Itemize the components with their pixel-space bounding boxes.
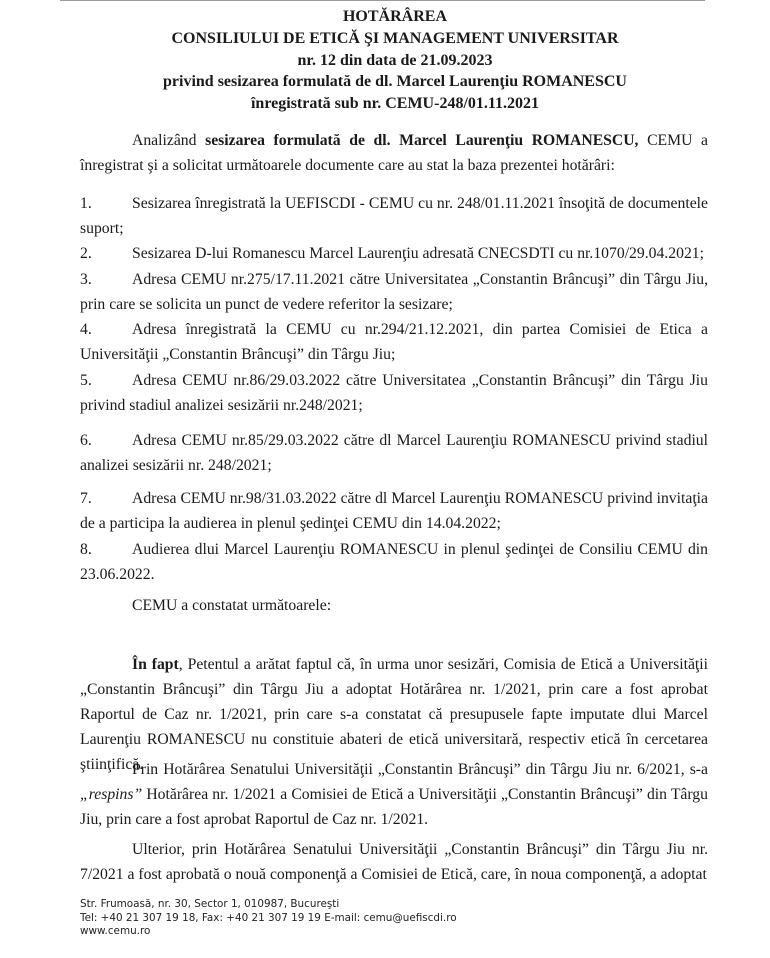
header-council: CONSILIULUI DE ETICĂ ŞI MANAGEMENT UNIVERSITAR — [171, 29, 619, 47]
list-item-text: Adresa CEMU nr.275/17.11.2021 către Universitatea „Constantin Brâncuşi” din Târgu Jiu, prin care se solicita un punct de vedere referitor la sesizare; — [80, 271, 708, 313]
list-item-text: Sesizarea înregistrată la UEFISCDI - CEMU cu nr. 248/01.11.2021 însoţită de documentele suport; — [80, 195, 708, 237]
footer-website: www.cemu.ro — [80, 925, 151, 937]
fapt-bold: În fapt — [132, 656, 179, 673]
list-item-number: 2. — [80, 245, 92, 262]
fapt-text: , Petentul a arătat faptul că, în urma unor sesizări, Comisia de Etică a Universităţii „Constantin Brâncuşi” din Târgu Jiu a adoptat Hotărârea nr. 1/2021, prin care a fost aprobat Raportul de Caz nr. 1/2021, prin care s-a constatat că presupusele fapte imputate dlui Marcel Laurenţiu ROMANESCU nu constituie abateri de etică universitară, respectiv etică în cercetarea ştiinţifică. — [80, 656, 708, 773]
intro-paragraph — [80, 128, 708, 178]
list-item-number: 4. — [80, 321, 92, 338]
list-item-number: 3. — [80, 271, 92, 288]
list-item — [80, 368, 708, 418]
senat-text-italic: „respins” — [80, 786, 143, 803]
page-footer — [80, 898, 700, 939]
footer-contact: Tel: +40 21 307 19 18, Fax: +40 21 307 19 19 E-mail: cemu@uefiscdi.ro — [80, 911, 457, 924]
senat-text-pre: Prin Hotărârea Senatului Universităţii „Constantin Brâncuşi” din Târgu Jiu nr. 6/2021, s-a — [132, 761, 708, 778]
intro-text-pre: Analizând — [132, 132, 206, 149]
list-item — [80, 486, 708, 536]
list-item — [80, 317, 708, 367]
senat-paragraph — [80, 757, 708, 832]
senat-text-post: Hotărârea nr. 1/2021 a Comisiei de Etică a Universităţii „Constantin Brâncuşi” din Târgu Jiu, prin care a fost aprobat Raportul de Caz nr. 1/2021. — [80, 786, 708, 828]
list-item-text: Adresa înregistrată la CEMU cu nr.294/21.12.2021, din partea Comisiei de Etica a Universităţii „Constantin Brâncuşi” din Târgu Jiu; — [80, 321, 708, 363]
list-item — [80, 428, 708, 478]
header-number-date: nr. 12 din data de 21.09.2023 — [297, 51, 493, 69]
list-item-text: Adresa CEMU nr.85/29.03.2022 către dl Marcel Laurenţiu ROMANESCU privind stadiul analizei sesizării nr. 248/2021; — [80, 432, 708, 474]
intro-text-post: CEMU a înregistrat şi a solicitat următoarele documente care au stat la baza prezentei hotărâri: — [80, 132, 709, 174]
intro-text-bold: sesizarea formulată de dl. Marcel Laurenţiu ROMANESCU, — [205, 132, 639, 149]
list-item-number: 6. — [80, 432, 92, 449]
list-item-text: Adresa CEMU nr.98/31.03.2022 către dl Marcel Laurenţiu ROMANESCU privind invitaţia de a participa la audierea in plenul şedinţei CEMU din 14.04.2022; — [80, 490, 708, 532]
document-header — [80, 6, 710, 115]
list-item-text: Adresa CEMU nr.86/29.03.2022 către Universitatea „Constantin Brâncuşi” din Târgu Jiu privind stadiul analizei sesizării nr.248/2021; — [80, 372, 708, 414]
constatat-paragraph: CEMU a constatat următoarele: — [132, 597, 332, 614]
list-item-text: Sesizarea D-lui Romanescu Marcel Laurenţiu adresată CNECSDTI cu nr.1070/29.04.2021; — [132, 245, 705, 262]
list-item-number: 8. — [80, 541, 92, 558]
footer-address: Str. Frumoasă, nr. 30, Sector 1, 010987, Bucureşti — [80, 898, 340, 910]
list-item — [80, 241, 708, 266]
list-item — [80, 267, 708, 317]
list-item-text: Audierea dlui Marcel Laurenţiu ROMANESCU in plenul şedinţei de Consiliu CEMU din 23.06.2022. — [80, 541, 708, 583]
header-registration: înregistrată sub nr. CEMU-248/01.11.2021 — [250, 95, 539, 113]
list-item-number: 1. — [80, 195, 92, 212]
header-title: HOTĂRÂREA — [342, 8, 447, 25]
list-item-number: 5. — [80, 372, 92, 389]
header-subject: privind sesizarea formulată de dl. Marcel Laurenţiu ROMANESCU — [163, 73, 627, 91]
list-item-number: 7. — [80, 490, 92, 507]
ulterior-paragraph: Ulterior, prin Hotărârea Senatului Universităţii „Constantin Brâncuşi” din Târgu Jiu nr. 7/2021 a fost aprobată o nouă componenţă a Comisiei de Etică, care, în noua componenţă, a adoptat — [80, 841, 708, 883]
list-item — [80, 191, 708, 241]
list-item — [80, 537, 708, 587]
top-rule — [60, 0, 705, 1]
